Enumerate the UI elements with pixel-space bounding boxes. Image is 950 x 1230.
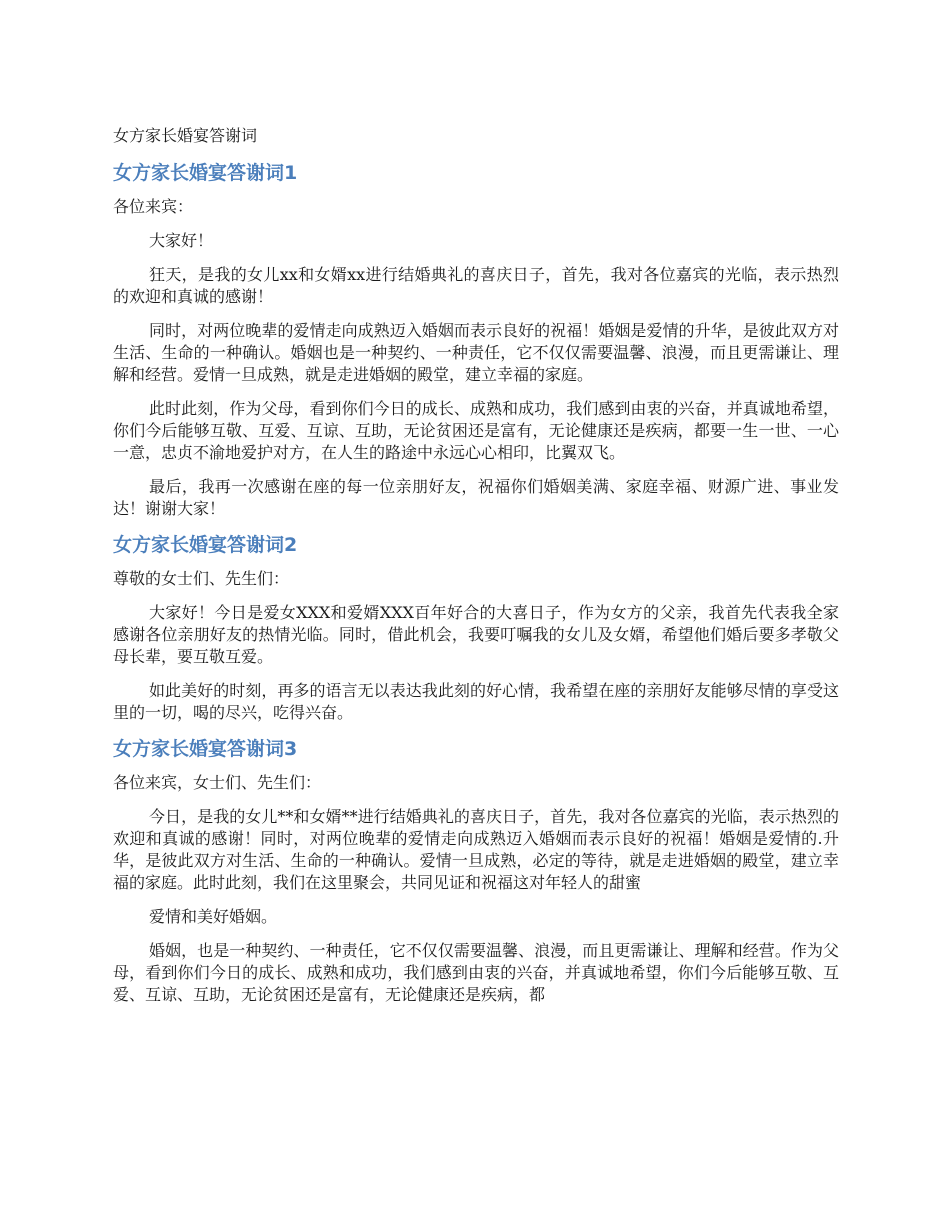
document-title: 女方家长婚宴答谢词	[113, 126, 258, 145]
paragraph: 爱情和美好婚姻。	[149, 907, 278, 926]
section-3	[113, 736, 839, 1006]
paragraph: 婚姻，也是一种契约、一种责任，它不仅仅需要温馨、浪漫，而且更需谦让、理解和经营。作为父母，看到你们今日的成长、成熟和成功，我们感到由衷的兴奋，并真诚地希望，你们今后能够互敬、互爱、互谅、互助，无论贫困还是富有，无论健康还是疾病，都	[113, 941, 839, 1004]
section-2	[113, 532, 839, 724]
paragraph: 同时，对两位晚辈的爱情走向成熟迈入婚姻而表示良好的祝福！婚姻是爱情的升华，是彼此双方对生活、生命的一种确认。婚姻也是一种契约、一种责任，它不仅仅需要温馨、浪漫，而且更需谦让、理解和经营。爱情一旦成熟，就是走进婚姻的殿堂，建立幸福的家庭。	[113, 321, 839, 384]
salutation: 尊敬的女士们、先生们：	[113, 569, 290, 588]
paragraph: 最后，我再一次感谢在座的每一位亲朋好友，祝福你们婚姻美满、家庭幸福、财源广进、事业发达！谢谢大家！	[113, 477, 839, 518]
paragraph: 大家好！	[149, 231, 214, 250]
salutation: 各位来宾，女士们、先生们：	[113, 773, 322, 792]
document-page	[113, 124, 839, 1018]
paragraph: 此时此刻，作为父母，看到你们今日的成长、成熟和成功，我们感到由衷的兴奋，并真诚地希望，你们今后能够互敬、互爱、互谅、互助，无论贫困还是富有，无论健康还是疾病，都要一生一世、一心一意，忠贞不渝地爱护对方，在人生的路途中永远心心相印，比翼双飞。	[113, 399, 839, 462]
section-1	[113, 160, 839, 520]
paragraph: 如此美好的时刻，再多的语言无以表达我此刻的好心情，我希望在座的亲朋好友能够尽情的享受这里的一切，喝的尽兴，吃得兴奋。	[113, 681, 839, 722]
paragraph: 狂天，是我的女儿xx和女婿xx进行结婚典礼的喜庆日子，首先，我对各位嘉宾的光临，表示热烈的欢迎和真诚的感谢！	[113, 265, 839, 306]
section-heading: 女方家长婚宴答谢词1	[113, 162, 298, 184]
salutation: 各位来宾：	[113, 197, 194, 216]
paragraph: 大家好！今日是爱女XXX和爱婿XXX百年好合的大喜日子，作为女方的父亲，我首先代表我全家感谢各位亲朋好友的热情光临。同时，借此机会，我要叮嘱我的女儿及女婿，希望他们婚后要多孝敬父母长辈，要互敬互爱。	[113, 603, 839, 666]
paragraph: 今日，是我的女儿**和女婿**进行结婚典礼的喜庆日子，首先，我对各位嘉宾的光临，表示热烈的欢迎和真诚的感谢！同时，对两位晚辈的爱情走向成熟迈入婚姻而表示良好的祝福！婚姻是爱情的.升华，是彼此双方对生活、生命的一种确认。爱情一旦成熟，必定的等待，就是走进婚姻的殿堂，建立幸福的家庭。此时此刻，我们在这里聚会，共同见证和祝福这对年轻人的甜蜜	[113, 807, 839, 892]
section-heading: 女方家长婚宴答谢词3	[113, 738, 298, 760]
section-heading: 女方家长婚宴答谢词2	[113, 534, 298, 556]
